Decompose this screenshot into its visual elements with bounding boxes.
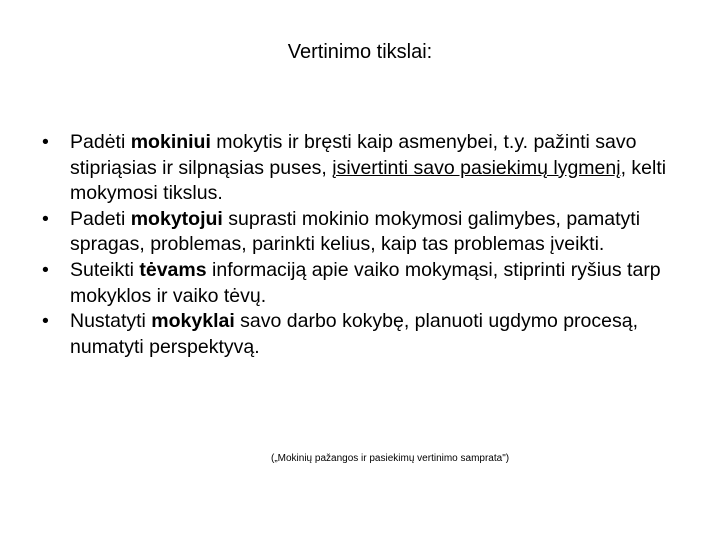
bullet-marker: • (42, 207, 49, 230)
bullet-text-part: mokytis ir bręsti kaip asmenybei, t.y. pažinti savo stipriąsias ir silpnąsias puses, (70, 131, 637, 179)
bullet-underlined-text: įsivertinti savo pasiekimų lygmenį (332, 156, 621, 179)
bullet-item-mokiniui (42, 130, 702, 207)
slide-title: Vertinimo tikslai: (287, 41, 433, 63)
bullet-marker: • (42, 258, 49, 281)
bullet-item-tevams (42, 258, 702, 309)
bullet-text (70, 310, 638, 358)
bullet-text-part: Padėti (70, 131, 131, 153)
bullet-text-part: suprasti mokinio mokymosi galimybes, pamatyti spragas, problemas, parinkti kelius, kaip tas problemas įveikti. (70, 207, 641, 256)
bullet-keyword: tėvams (139, 258, 207, 281)
bullet-keyword: mokiniui (130, 131, 211, 153)
source-caption: („Mokinių pažangos ir pasiekimų vertinimo samprata") (271, 453, 510, 464)
bullet-text (70, 131, 666, 204)
bullet-text (70, 259, 661, 307)
bullet-list (42, 130, 702, 360)
bullet-text-part: savo darbo kokybę, planuoti ugdymo procesą, numatyti perspektyvą. (70, 310, 638, 358)
bullet-keyword: mokytojui (130, 207, 223, 230)
bullet-keyword: mokyklai (151, 310, 235, 333)
bullet-text (70, 208, 640, 256)
bullet-marker: • (42, 131, 49, 153)
bullet-item-mokytojui (42, 207, 702, 258)
bullet-text-part: Padeti (70, 207, 131, 230)
bullet-text-part: , kelti mokymosi tikslus. (70, 156, 667, 205)
bullet-text-part: Suteikti (70, 258, 140, 281)
bullet-item-mokyklai (42, 309, 702, 360)
bullet-marker: • (42, 310, 49, 333)
bullet-text-part: Nustatyti (70, 310, 152, 333)
bullet-text-part: informaciją apie vaiko mokymąsi, stiprinti ryšius tarp mokyklos ir vaiko tėvų. (70, 258, 661, 307)
